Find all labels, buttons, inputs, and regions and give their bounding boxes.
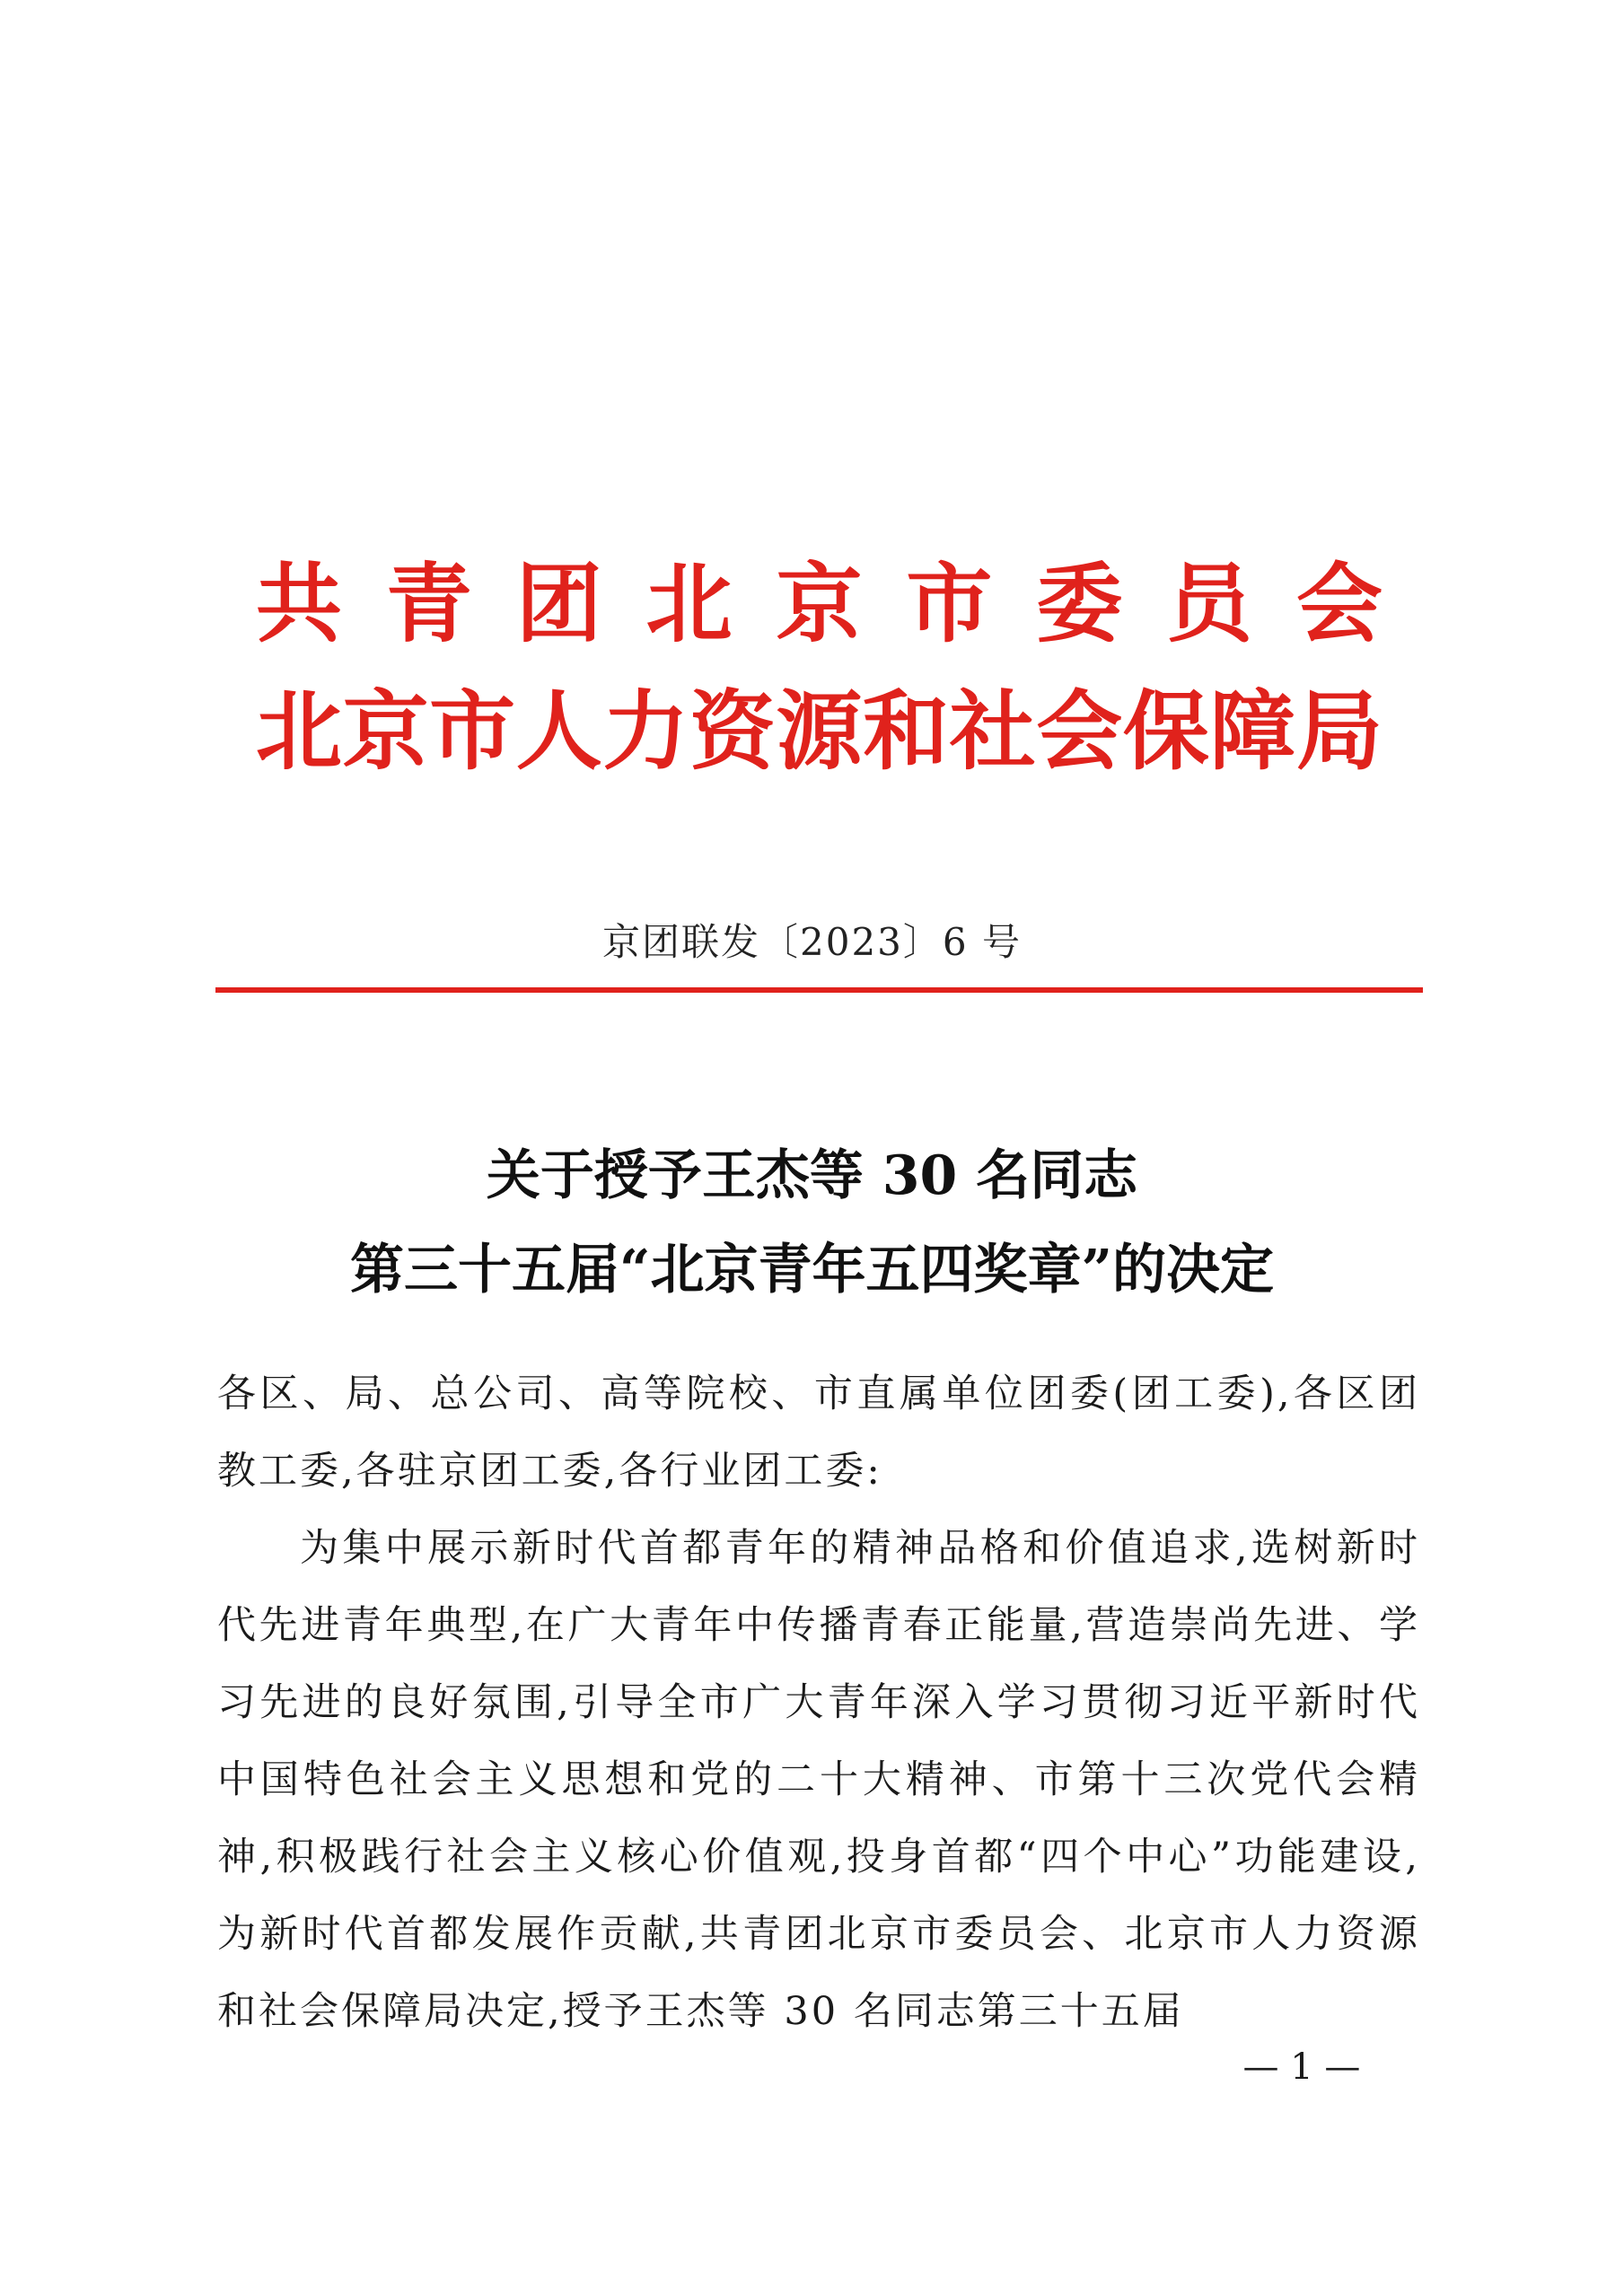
document-title-line-1: 关于授予王杰等 30 名同志	[486, 1144, 1138, 1207]
document-number: 京团联发〔2023〕6 号	[602, 920, 1022, 964]
addressee-paragraph: 各区、局、总公司、高等院校、市直属单位团委(团工委),各区团教工委,各驻京团工委,各行业团工委:	[217, 1371, 1420, 1494]
body-paragraph-1: 为集中展示新时代首都青年的精神品格和价值追求,选树新时代先进青年典型,在广大青年中传播青春正能量,营造崇尚先进、学习先进的良好氛围,引导全市广大青年深入学习贯彻习近平新时代中国特色社会主义思想和党的二十大精神、市第十三次党代会精神,积极践行社会主义核心价值观,投身首都“四个中心”功能建设,为新时代首都发展作贡献,共青团北京市委员会、北京市人力资源和社会保障局决定,授予王杰等 30 名同志第三十五届	[217, 1526, 1420, 2034]
document-title-line-2: 第三十五届“北京青年五四奖章”的决定	[349, 1239, 1275, 1301]
issuer-line-1: 共青团北京市委员会	[256, 553, 1383, 654]
issuer-line-2: 北京市人力资源和社会保障局	[256, 680, 1383, 782]
red-divider-line	[215, 987, 1423, 993]
page-number: — 1 —	[1242, 2046, 1361, 2088]
